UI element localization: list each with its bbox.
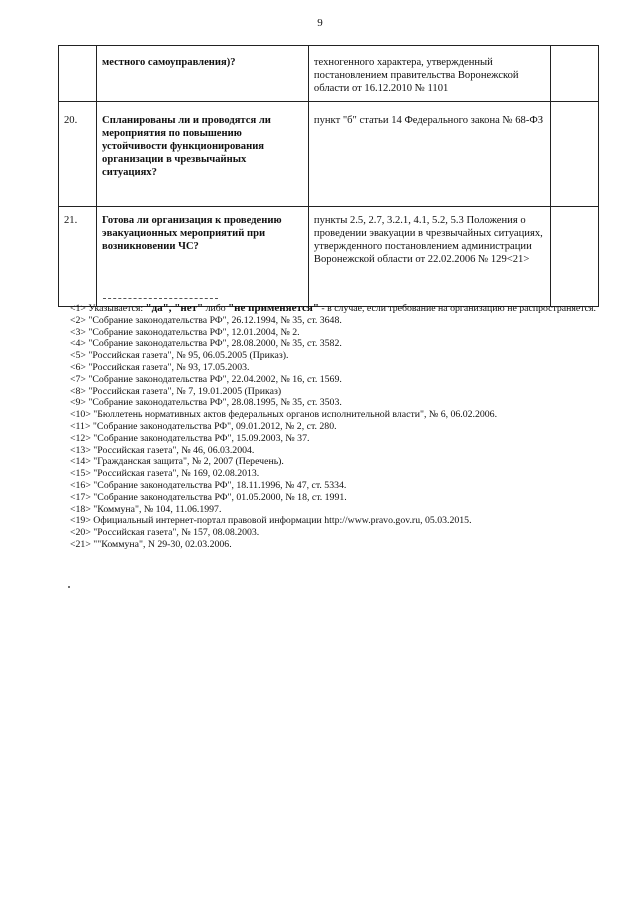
footnote-item: <7> "Собрание законодательства РФ", 22.04.2002, № 16, ст. 1569. [70,373,342,385]
footnote-item: <19> Официальный интернет-портал правовой информации http://www.pravo.gov.ru, 05.03.2015. [70,515,472,527]
footnote-item: <8> "Российская газета", № 7, 19.01.2005 (Приказ) [70,385,282,397]
checklist-table [58,45,599,307]
answer-no: "нет" [174,302,204,314]
footnote-item: <3> "Собрание законодательства РФ", 12.01.2004, № 2. [70,326,300,338]
answer-cell [550,102,598,207]
footnote-item: <17> "Собрание законодательства РФ", 01.05.2000, № 18, ст. 1991. [70,491,347,503]
legal-reference-cell: техногенного характера, утвержденный постановлением правительства Воронежской области от 16.12.2010 № 1101 [308,46,550,102]
footnote-1 [70,303,610,315]
table-row [59,102,599,207]
page-number: 9 [317,17,323,29]
footnote-list [70,315,610,551]
footnote-item: <15> "Российская газета", № 169, 02.08.2013. [70,468,260,480]
footnote-item: <9> "Собрание законодательства РФ", 28.08.1995, № 35, ст. 3503. [70,397,342,409]
footnote-item: <5> "Российская газета", № 95, 06.05.2005 (Приказ). [70,350,289,362]
question-cell: Спланированы ли и проводятся ли мероприятия по повышению устойчивости функционирования организации в чрезвычайных ситуациях? [97,102,309,207]
table-row [59,46,599,102]
table-row [59,207,599,307]
question-cell: местного самоуправления)? [97,46,309,102]
footnote-item: <20> "Российская газета", № 157, 08.08.2003. [70,527,260,539]
legal-reference-cell: пункт "б" статьи 14 Федерального закона № 68-ФЗ [308,102,550,207]
item-number-cell: 20. [59,102,97,207]
footnote-item: <18> "Коммуна", № 104, 11.06.1997. [70,503,222,515]
answer-comma: , [168,302,175,314]
footnote-item: <16> "Собрание законодательства РФ", 18.11.1996, № 47, ст. 5334. [70,479,347,491]
footnote-separator [103,298,218,299]
legal-reference-cell: пункты 2.5, 2.7, 3.2.1, 4.1, 5.2, 5.3 Положения о проведении эвакуации в чрезвычайных ситуациях, утвержденного постановлением администрации Воронежской области от 22.02.2006 № 129<21> [308,207,550,307]
answer-yes: "да" [145,302,169,314]
footnote-item: <13> "Российская газета", № 46, 06.03.2004. [70,444,255,456]
item-number-cell [59,46,97,102]
footnote-1-prefix: <1> Указывается: [70,303,146,314]
footnote-item: <12> "Собрание законодательства РФ", 15.09.2003, № 37. [70,432,310,444]
footnote-item: <11> "Собрание законодательства РФ", 09.01.2012, № 2, ст. 280. [70,420,337,432]
footnote-item: <6> "Российская газета", № 93, 17.05.2003. [70,361,250,373]
footnote-item: <2> "Собрание законодательства РФ", 26.12.1994, № 35, ст. 3648. [70,314,342,326]
footnote-1-suffix: - в случае, если требование на организацию не распространяется. [318,303,596,314]
answer-not-applicable: "не применяется" [228,302,319,314]
footnote-item: <10> "Бюллетень нормативных актов федеральных органов исполнительной власти", № 6, 06.02.2006. [70,409,498,421]
item-number-cell: 21. [59,207,97,307]
footnote-item: <21> ""Коммуна", N 29-30, 02.03.2006. [70,538,232,550]
footnote-item: <14> "Гражданская защита", № 2, 2007 (Перечень). [70,456,284,468]
answer-either: либо [203,303,229,314]
answer-cell [550,46,598,102]
question-cell: Готова ли организация к проведению эвакуационных мероприятий при возникновении ЧС? [97,207,309,307]
answer-cell [550,207,598,307]
stray-dot [68,586,70,588]
footnote-item: <4> "Собрание законодательства РФ", 28.08.2000, № 35, ст. 3582. [70,338,342,350]
footnotes [70,303,610,551]
